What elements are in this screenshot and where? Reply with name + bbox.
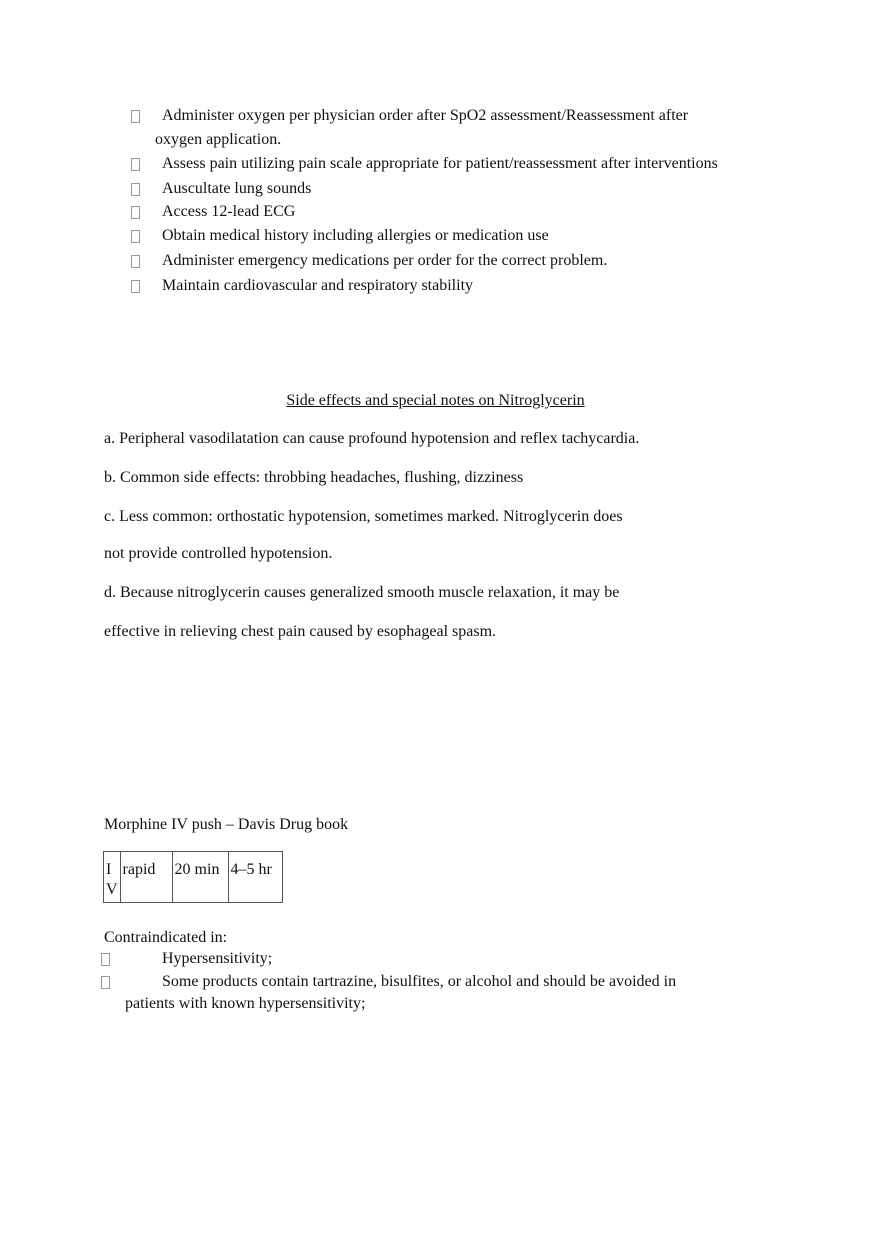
section-heading (0, 391, 875, 411)
list-item: Administer emergency medications per order for the correct problem. (162, 252, 608, 269)
list-item: Auscultate lung sounds (162, 180, 312, 197)
bullet-box-icon (131, 158, 140, 171)
bullet-box-icon (101, 953, 110, 966)
list-item: Maintain cardiovascular and respiratory stability (162, 277, 474, 294)
list-item: Obtain medical history including allergies or medication use (162, 227, 549, 244)
list-item: Some products contain tartrazine, bisulfites, or alcohol and should be avoided in (162, 973, 677, 990)
table-cell: rapid (120, 852, 172, 903)
paragraph-line: b. Common side effects: throbbing headaches, flushing, dizziness (104, 469, 524, 486)
list-item-continuation: oxygen application. (155, 131, 282, 148)
bullet-box-icon (131, 110, 140, 123)
contraindications-label: Contraindicated in: (104, 929, 228, 946)
bullet-box-icon (131, 280, 140, 293)
bullet-box-icon (101, 976, 110, 989)
table-cell: 4–5 hr (228, 852, 282, 903)
table-row (104, 852, 283, 903)
list-item: Hypersensitivity; (162, 950, 273, 967)
paragraph-line: not provide controlled hypotension. (104, 545, 333, 562)
list-item: Assess pain utilizing pain scale appropriate for patient/reassessment after interventions (162, 155, 718, 172)
morphine-table (103, 851, 283, 903)
bullet-box-icon (131, 255, 140, 268)
bullet-box-icon (131, 183, 140, 196)
paragraph-line: effective in relieving chest pain caused by esophageal spasm. (104, 623, 497, 640)
paragraph-line: a. Peripheral vasodilatation can cause profound hypotension and reflex tachycardia. (104, 430, 640, 447)
morphine-title: Morphine IV push – Davis Drug book (104, 816, 349, 833)
list-item: Access 12-lead ECG (162, 203, 296, 220)
bullet-box-icon (131, 230, 140, 243)
bullet-box-icon (131, 206, 140, 219)
list-item: Administer oxygen per physician order after SpO2 assessment/Reassessment after (162, 107, 689, 124)
table-cell: I V (104, 852, 121, 903)
heading-text: Side effects and special notes on Nitroglycerin (286, 392, 585, 409)
paragraph-line: c. Less common: orthostatic hypotension, sometimes marked. Nitroglycerin does (104, 508, 623, 525)
table-cell: 20 min (172, 852, 228, 903)
list-item-continuation: patients with known hypersensitivity; (125, 995, 366, 1012)
paragraph-line: d. Because nitroglycerin causes generalized smooth muscle relaxation, it may be (104, 584, 620, 601)
